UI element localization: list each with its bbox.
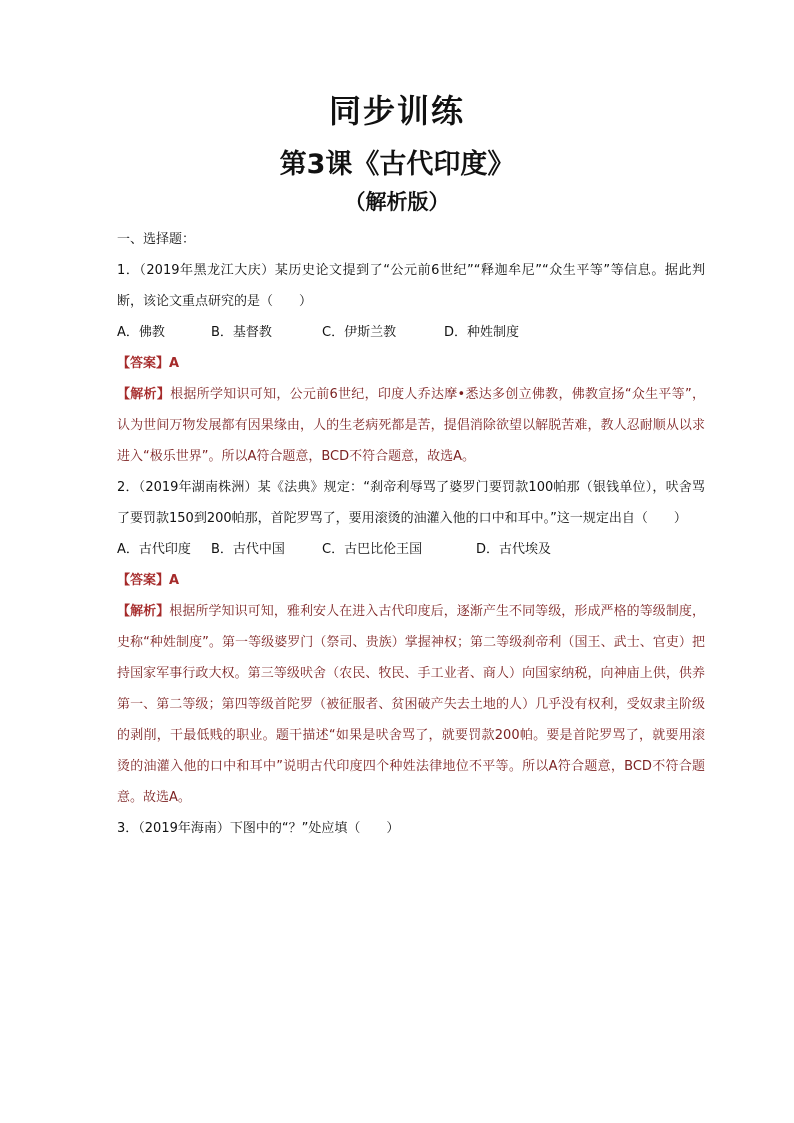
question-2-stem: 2．（2019年湖南株洲）某《法典》规定：“刹帝利辱骂了婆罗门要罚款100帕那（银钱单位），吠舍骂了要罚款150到200帕那，首陀罗骂了，要用滚烫的油灌入他的口中和耳中。”这一规定出自（ ） [117,480,705,526]
question-1-analysis-text: 根据所学知识可知，公元前6世纪，印度人乔达摩•悉达多创立佛教，佛教宣扬“众生平等”，认为世间万物发展都有因果缘由，人的生老病死都是苦，提倡消除欲望以解脱苦难，教人忍耐顺从以求进入“极乐世界”。所以A符合题意，BCD不符合题意，故选A。 [117,387,705,464]
question-1-analysis-label: 【解析】 [117,387,171,402]
question-2-answer: 【答案】A [117,573,180,588]
question-2-analysis [117,596,705,813]
lesson-title: 第3课《古代印度》 [279,149,515,180]
edition-label: （解析版） [344,190,450,214]
question-2-options [117,534,705,565]
question-3-stem: 3．（2019年海南）下图中的“？”处应填（ ） [117,821,400,836]
question-2-analysis-label: 【解析】 [117,604,170,619]
question-2-analysis-text: 根据所学知识可知，雅利安人在进入古代印度后，逐渐产生不同等级，形成严格的等级制度，史称“种姓制度”。第一等级婆罗门（祭司、贵族）掌握神权；第二等级刹帝利（国王、武士、官吏）把持国家军事行政大权。第三等级吠舍（农民、牧民、手工业者、商人）向国家纳税，向神庙上供，供养第一、第二等级；第四等级首陀罗（被征服者、贫困破产失去土地的人）几乎没有权利，受奴隶主阶级的剥削，干最低贱的职业。题干描述“如果是吠舍骂了，就要罚款200帕。要是首陀罗骂了，就要用滚烫的油灌入他的口中和耳中”说明古代印度四个种姓法律地位不平等。所以A符合题意，BCD不符合题意。故选A。 [117,604,705,805]
document-body [117,224,705,844]
question-2-option-c: C．古巴比伦王国 [322,542,423,557]
question-2-option-a: A．古代印度 [117,542,191,557]
question-1-answer: 【答案】A [117,356,180,371]
question-1-option-b: B．基督教 [211,325,272,340]
question-1-stem: 1．（2019年黑龙江大庆）某历史论文提到了“公元前6世纪”“释迦牟尼”“众生平等”等信息。据此判断，该论文重点研究的是（ ） [117,263,705,309]
doc-title: 同步训练 [328,92,465,130]
question-1-analysis [117,379,705,472]
question-2-option-b: B．古代中国 [211,542,285,557]
question-1-option-d: D．种姓制度 [444,325,520,340]
question-1-option-a: A．佛教 [117,325,165,340]
question-2-option-d: D．古代埃及 [476,542,552,557]
section-heading: 一、选择题： [117,232,196,247]
question-1-options [117,317,705,348]
question-1-option-c: C．伊斯兰教 [322,325,397,340]
